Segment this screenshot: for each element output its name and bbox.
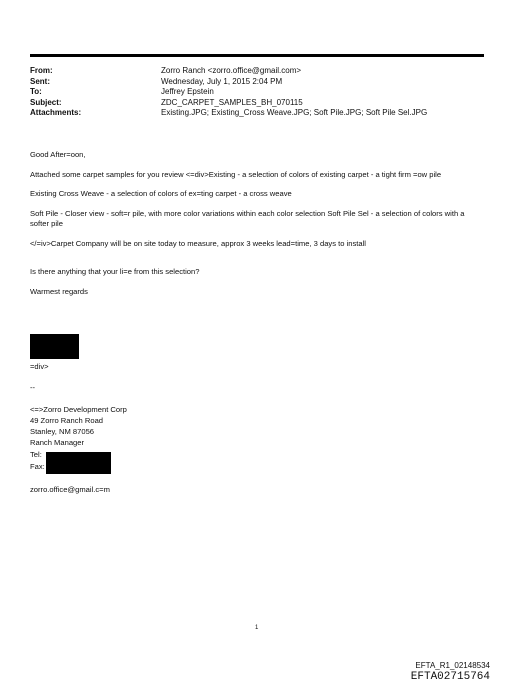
- signature-title: Ranch Manager: [30, 438, 85, 447]
- signature-address-line-2: Stanley, NM 87056: [30, 427, 95, 436]
- page-number: 1: [255, 625, 259, 631]
- sent-value: Wednesday, July 1, 2015 2:04 PM: [161, 76, 283, 86]
- closing: Warmest regards: [30, 286, 88, 296]
- to-label: To:: [30, 87, 42, 96]
- signature-email: zorro.office@gmail.c=m: [30, 485, 110, 494]
- greeting: Good After=oon,: [30, 150, 86, 159]
- question: Is there anything that your li=e from this selection?: [30, 267, 200, 276]
- fax-label: Fax:: [30, 462, 45, 471]
- subject-label: Subject:: [30, 97, 62, 107]
- signature-company: <=>Zorro Development Corp: [30, 405, 127, 414]
- bates-number-small: EFTA_R1_02148534: [415, 661, 490, 670]
- from-row: [30, 66, 484, 77]
- signature-separator: --: [30, 383, 36, 392]
- to-row: [30, 87, 484, 98]
- attachments-row: [30, 108, 484, 119]
- from-value: Zorro Ranch <zorro.office@gmail.com>: [161, 66, 302, 75]
- tel-label: Tel:: [30, 450, 42, 459]
- subject-value: ZDC_CARPET_SAMPLES_BH_070115: [161, 97, 303, 107]
- body-paragraph-3: Soft Pile - Closer view - soft=r pile, with more color variations within each color selection Soft Pile Sel - a selection of colors with a softer pile: [30, 208, 465, 228]
- attachments-label: Attachments:: [30, 108, 82, 117]
- email-body: [30, 150, 470, 297]
- header-rule: [30, 54, 484, 57]
- div-tag-text: =div>: [30, 362, 49, 371]
- subject-row: [30, 98, 484, 109]
- body-paragraph-4: </=iv>Carpet Company will be on site today to measure, approx 3 weeks lead=time, 3 days to install: [30, 238, 366, 248]
- redaction-box: [30, 334, 79, 359]
- email-header: [30, 66, 484, 119]
- body-paragraph-1: Attached some carpet samples for you review <=div>Existing - a selection of colors of existing carpet - a tight firm =ow pile: [30, 169, 442, 179]
- redaction-box-contact: [46, 452, 111, 474]
- bates-number-large: EFTA02715764: [410, 671, 490, 683]
- signature-address-line-1: 49 Zorro Ranch Road: [30, 416, 104, 425]
- attachments-value: Existing.JPG; Existing_Cross Weave.JPG; Soft Pile.JPG; Soft Pile Sel.JPG: [161, 108, 428, 117]
- to-value: Jeffrey Epstein: [161, 87, 214, 96]
- sent-label: Sent:: [30, 76, 50, 86]
- sent-row: [30, 77, 484, 88]
- body-paragraph-2: Existing Cross Weave - a selection of colors of ex=ting carpet - a cross weave: [30, 189, 292, 198]
- from-label: From:: [30, 66, 53, 75]
